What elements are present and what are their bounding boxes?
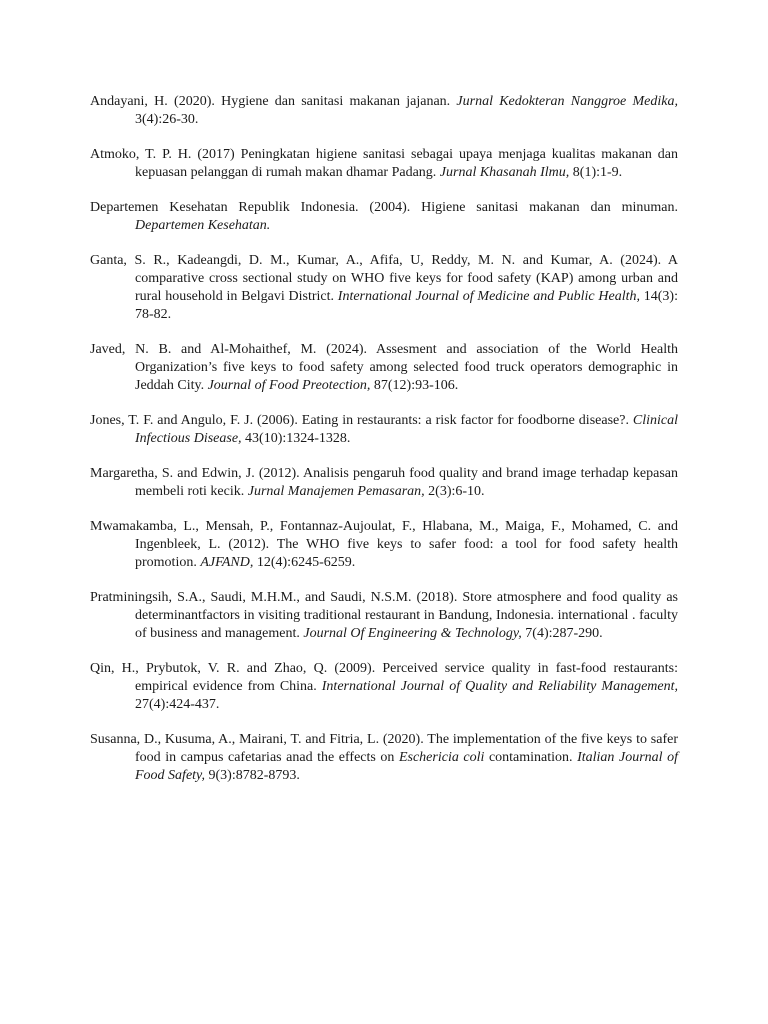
reference-entry [90,199,678,235]
reference-pages: 8(1):1-9. [569,165,623,180]
reference-entry [90,252,678,324]
journal-title: Italian Journal of Food Safety, [135,750,678,783]
reference-pages: 14(3): 78-82. [135,289,678,322]
reference-text: Qin, H., Prybutok, V. R. and Zhao, Q. (2009). Perceived service quality in fast-food restaurants: empirical evidence from China. [90,661,678,694]
reference-text: Atmoko, T. P. H. (2017) Peningkatan higiene sanitasi sebagai upaya menjaga kualitas makanan dan kepuasan pelanggan di rumah makan dhamar Padang. [90,147,678,180]
species-name: Eschericia coli [398,750,485,765]
reference-pages: 3(4):26-30. [135,112,199,127]
reference-text: Ganta, S. R., Kadeangdi, D. M., Kumar, A., Afifa, U, Reddy, M. N. and Kumar, A. (2024). A comparative cross sectional study on WHO five keys for food safety (KAP) among urban and rural household in Belgavi District. [90,253,678,304]
reference-text: contamination. [484,750,578,765]
reference-entry [90,412,678,448]
reference-text: Margaretha, S. and Edwin, J. (2012). Analisis pengaruh food quality and brand image terhadap kepasan membeli roti kecik. [90,466,678,499]
journal-title: Jurnal Kedokteran Nanggroe Medika, [456,94,678,109]
reference-text: Susanna, D., Kusuma, A., Mairani, T. and Fitria, L. (2020). The implementation of the five keys to safer food in campus cafetarias anad the effects on [90,732,678,765]
reference-pages: 2(3):6-10. [424,484,485,499]
reference-text: Javed, N. B. and Al-Mohaithef, M. (2024). Assesment and association of the World Health Organization’s five keys to food safety among selected food truck operators demographic in Jeddah City. [90,342,678,393]
reference-text: Mwamakamba, L., Mensah, P., Fontannaz-Aujoulat, F., Hlabana, M., Maiga, F., Mohamed, C. and Ingenbleek, L. (2012). The WHO five keys to safer food: a tool for food safety health promotion. [90,519,678,570]
journal-title: Jurnal Manajemen Pemasaran, [247,484,425,499]
reference-entry [90,93,678,129]
reference-text: Jones, T. F. and Angulo, F. J. (2006). Eating in restaurants: a risk factor for foodborne disease?. [90,413,633,428]
reference-text: Pratminingsih, S.A., Saudi, M.H.M., and Saudi, N.S.M. (2018). Store atmosphere and food quality as determinantfactors in visiting traditional restaurant in Bandung, Indonesia. international . faculty of business and management. [90,590,678,641]
reference-pages: 7(4):287-290. [521,626,603,641]
reference-entry [90,146,678,182]
reference-pages: 9(3):8782-8793. [205,768,300,783]
reference-entry [90,518,678,572]
reference-pages: 87(12):93-106. [370,378,459,393]
journal-title: International Journal of Medicine and Public Health, [337,289,640,304]
reference-text: Andayani, H. (2020). Hygiene dan sanitasi makanan jajanan. [90,94,457,109]
reference-entry [90,589,678,643]
reference-entry [90,465,678,501]
journal-title: Departemen Kesehatan. [135,218,271,233]
journal-title: Journal of Food Preotection, [207,378,371,393]
reference-entry [90,660,678,714]
reference-pages: 27(4):424-437. [135,697,220,712]
journal-title: Journal Of Engineering & Technology, [303,626,522,641]
reference-list [90,93,678,802]
journal-title: International Journal of Quality and Reliability Management, [321,679,678,694]
reference-entry [90,731,678,785]
journal-title: Clinical Infectious Disease, [135,413,678,446]
reference-pages: 12(4):6245-6259. [253,555,356,570]
journal-title: Jurnal Khasanah Ilmu, [439,165,570,180]
reference-pages: 43(10):1324-1328. [241,431,351,446]
reference-text: Departemen Kesehatan Republik Indonesia. (2004). Higiene sanitasi makanan dan minuman. [90,200,678,215]
reference-entry [90,341,678,395]
journal-title: AJFAND, [200,555,254,570]
